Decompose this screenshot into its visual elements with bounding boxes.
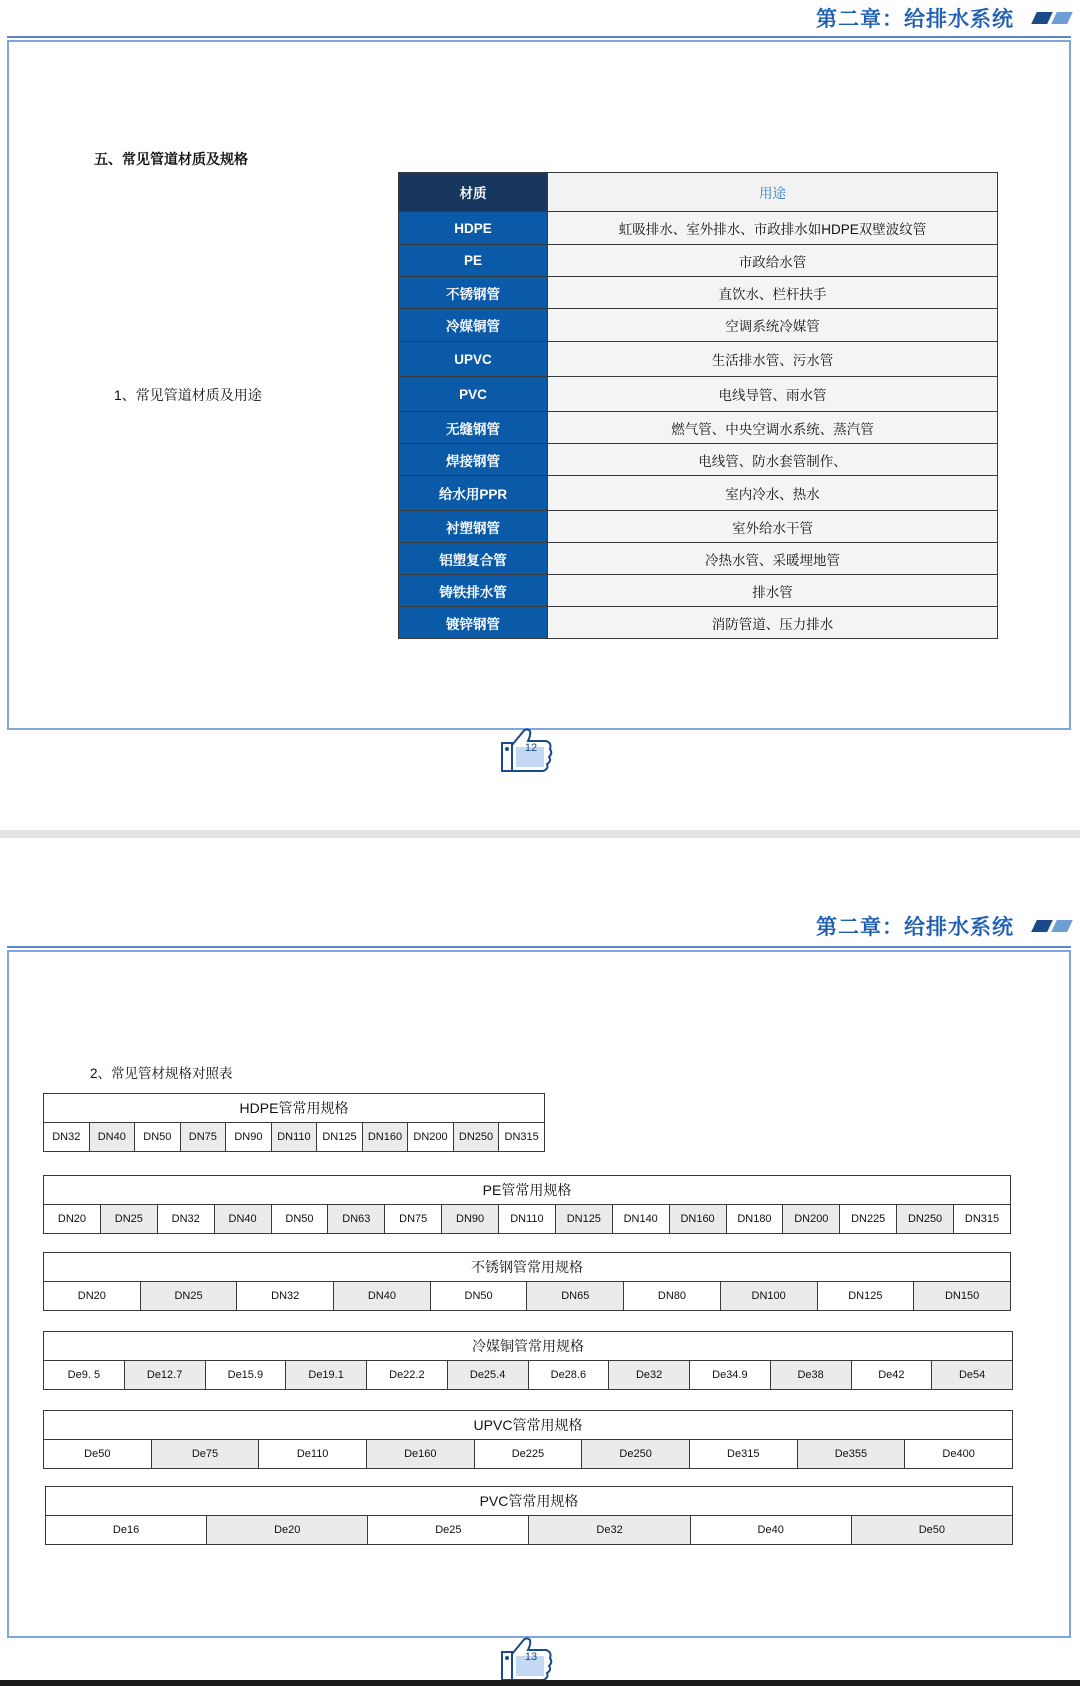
header-bars-icon — [1030, 12, 1070, 24]
spec-cell: De355 — [797, 1440, 905, 1469]
material-cell: 铸铁排水管 — [399, 575, 548, 607]
usage-cell: 室外给水干管 — [548, 511, 998, 543]
spec-table — [43, 1410, 1013, 1469]
table-row — [399, 412, 998, 444]
usage-cell: 排水管 — [548, 575, 998, 607]
spec-cell: DN32 — [157, 1205, 214, 1234]
table-row — [399, 476, 998, 511]
slide-12 — [0, 0, 1080, 800]
spec-cell: De9. 5 — [44, 1361, 125, 1390]
spec-cells-row — [46, 1516, 1013, 1545]
sub-label: 1、常见管道材质及用途 — [114, 387, 262, 403]
spec-title-row — [44, 1253, 1011, 1282]
spec-title-row — [44, 1411, 1013, 1440]
spec-cell: DN25 — [100, 1205, 157, 1234]
spec-cell: DN125 — [317, 1123, 363, 1152]
spec-cells-row — [44, 1282, 1011, 1311]
spec-table — [43, 1175, 1011, 1234]
spec-cell: DN40 — [214, 1205, 271, 1234]
slide-header — [816, 0, 1070, 36]
spec-cell: De225 — [474, 1440, 582, 1469]
spec-cell: DN20 — [44, 1205, 101, 1234]
usage-cell: 直饮水、栏杆扶手 — [548, 277, 998, 309]
page-number: 13 — [524, 1651, 538, 1663]
slide-13 — [0, 860, 1080, 1686]
spec-cell: DN125 — [817, 1282, 914, 1311]
spec-cell: DN63 — [328, 1205, 385, 1234]
spec-cell: De160 — [366, 1440, 474, 1469]
spec-cell: DN80 — [624, 1282, 721, 1311]
table-row — [399, 245, 998, 277]
usage-cell: 室内冷水、热水 — [548, 476, 998, 511]
spec-cell: De25 — [368, 1516, 529, 1545]
material-cell: PVC — [399, 377, 548, 412]
spec-cell: DN50 — [271, 1205, 328, 1234]
spec-cell: De75 — [151, 1440, 259, 1469]
spec-cell: De54 — [932, 1361, 1013, 1390]
spec-cell: DN50 — [430, 1282, 527, 1311]
material-cell: 衬塑钢管 — [399, 511, 548, 543]
sub-label: 2、常见管材规格对照表 — [90, 1066, 233, 1081]
spec-cell: DN160 — [362, 1123, 408, 1152]
spec-table-title: PVC管常用规格 — [46, 1487, 1013, 1516]
spec-table — [45, 1486, 1013, 1545]
spec-cell: DN160 — [669, 1205, 726, 1234]
header-material: 材质 — [399, 173, 548, 212]
spec-cells-row — [44, 1123, 545, 1152]
spec-cell: DN40 — [89, 1123, 135, 1152]
spec-cell: DN32 — [237, 1282, 334, 1311]
header-bars-icon — [1030, 920, 1070, 932]
usage-cell: 虹吸排水、室外排水、市政排水如HDPE双壁波纹管 — [548, 212, 998, 245]
spec-cell: De400 — [905, 1440, 1013, 1469]
table-row — [399, 607, 998, 639]
spec-cell: DN315 — [954, 1205, 1011, 1234]
spec-cell: DN200 — [408, 1123, 454, 1152]
spec-cell: DN140 — [612, 1205, 669, 1234]
spec-title-row — [46, 1487, 1013, 1516]
spec-cell: DN75 — [180, 1123, 226, 1152]
page-number: 12 — [524, 742, 538, 754]
spec-table-title: HDPE管常用规格 — [44, 1094, 545, 1123]
usage-cell: 冷热水管、采暖埋地管 — [548, 543, 998, 575]
spec-cell: De25.4 — [447, 1361, 528, 1390]
table-row — [399, 377, 998, 412]
spec-cell: DN110 — [499, 1205, 556, 1234]
page-badge — [498, 727, 554, 773]
spec-cells-row — [44, 1440, 1013, 1469]
spec-table-title: PE管常用规格 — [44, 1176, 1011, 1205]
spec-cell: DN32 — [44, 1123, 90, 1152]
table-row — [399, 277, 998, 309]
spec-cell: De19.1 — [286, 1361, 367, 1390]
header-rule — [7, 36, 1071, 38]
spec-cell: DN125 — [555, 1205, 612, 1234]
spec-cell: De20 — [207, 1516, 368, 1545]
header-usage: 用途 — [548, 173, 998, 212]
spec-cell: De22.2 — [367, 1361, 448, 1390]
spec-cell: De50 — [44, 1440, 152, 1469]
spec-cell: DN75 — [385, 1205, 442, 1234]
material-cell: 焊接钢管 — [399, 444, 548, 476]
table-row — [399, 212, 998, 245]
spec-title-row — [44, 1094, 545, 1123]
material-cell: 给水用PPR — [399, 476, 548, 511]
usage-cell: 电线导管、雨水管 — [548, 377, 998, 412]
spec-cell: DN225 — [840, 1205, 897, 1234]
table-row — [399, 543, 998, 575]
material-cell: UPVC — [399, 342, 548, 377]
spec-cell: De15.9 — [205, 1361, 286, 1390]
spec-cell: DN315 — [499, 1123, 545, 1152]
table-header-row — [399, 173, 998, 212]
chapter-title: 第二章：给排水系统 — [816, 916, 1014, 939]
spec-cell: DN100 — [720, 1282, 817, 1311]
chapter-title: 第二章：给排水系统 — [816, 8, 1014, 31]
usage-cell: 电线管、防水套管制作、 — [548, 444, 998, 476]
spec-table — [43, 1093, 545, 1152]
spec-table-title: 不锈钢管常用规格 — [44, 1253, 1011, 1282]
spec-cell: De28.6 — [528, 1361, 609, 1390]
spec-cell: De50 — [851, 1516, 1012, 1545]
spec-cell: De110 — [259, 1440, 367, 1469]
material-cell: 无缝钢管 — [399, 412, 548, 444]
material-usage-table — [398, 172, 998, 639]
spec-cell: De34.9 — [690, 1361, 771, 1390]
usage-cell: 消防管道、压力排水 — [548, 607, 998, 639]
material-cell: HDPE — [399, 212, 548, 245]
spec-table — [43, 1252, 1011, 1311]
page-badge — [498, 1636, 554, 1682]
usage-cell: 空调系统冷媒管 — [548, 309, 998, 342]
spec-title-row — [44, 1176, 1011, 1205]
spec-table-title: 冷媒铜管常用规格 — [44, 1332, 1013, 1361]
material-cell: 不锈钢管 — [399, 277, 548, 309]
spec-cell: DN180 — [726, 1205, 783, 1234]
material-cell: 冷媒铜管 — [399, 309, 548, 342]
spec-cell: DN200 — [783, 1205, 840, 1234]
spec-cell: DN90 — [442, 1205, 499, 1234]
spec-cell: DN150 — [914, 1282, 1011, 1311]
spec-cell: De38 — [770, 1361, 851, 1390]
spec-table — [43, 1331, 1013, 1390]
spec-table-title: UPVC管常用规格 — [44, 1411, 1013, 1440]
spec-cell: DN20 — [44, 1282, 141, 1311]
header-rule — [7, 946, 1071, 948]
slide-header — [816, 908, 1070, 944]
spec-cell: De12.7 — [124, 1361, 205, 1390]
spec-cell: De32 — [609, 1361, 690, 1390]
spec-cell: DN250 — [897, 1205, 954, 1234]
section-heading: 五、常见管道材质及规格 — [94, 151, 248, 167]
table-row — [399, 309, 998, 342]
material-cell: PE — [399, 245, 548, 277]
spec-cell: DN250 — [453, 1123, 499, 1152]
table-row — [399, 575, 998, 607]
usage-cell: 生活排水管、污水管 — [548, 342, 998, 377]
table-row — [399, 342, 998, 377]
usage-cell: 市政给水管 — [548, 245, 998, 277]
material-cell: 铝塑复合管 — [399, 543, 548, 575]
spec-cell: DN40 — [334, 1282, 431, 1311]
spec-cell: DN50 — [135, 1123, 181, 1152]
table-row — [399, 511, 998, 543]
bottom-rule — [0, 1680, 1080, 1686]
spec-cell: DN90 — [226, 1123, 272, 1152]
spec-cell: De32 — [529, 1516, 690, 1545]
spec-cell: De42 — [851, 1361, 932, 1390]
spec-cell: De250 — [582, 1440, 690, 1469]
page-divider — [0, 830, 1080, 838]
spec-cells-row — [44, 1361, 1013, 1390]
spec-title-row — [44, 1332, 1013, 1361]
usage-cell: 燃气管、中央空调水系统、蒸汽管 — [548, 412, 998, 444]
spec-cell: De16 — [46, 1516, 207, 1545]
spec-cell: DN110 — [271, 1123, 317, 1152]
spec-cell: De40 — [690, 1516, 851, 1545]
table-row — [399, 444, 998, 476]
spec-cell: De315 — [689, 1440, 797, 1469]
spec-cell: DN65 — [527, 1282, 624, 1311]
spec-cells-row — [44, 1205, 1011, 1234]
spec-cell: DN25 — [140, 1282, 237, 1311]
material-cell: 镀锌钢管 — [399, 607, 548, 639]
